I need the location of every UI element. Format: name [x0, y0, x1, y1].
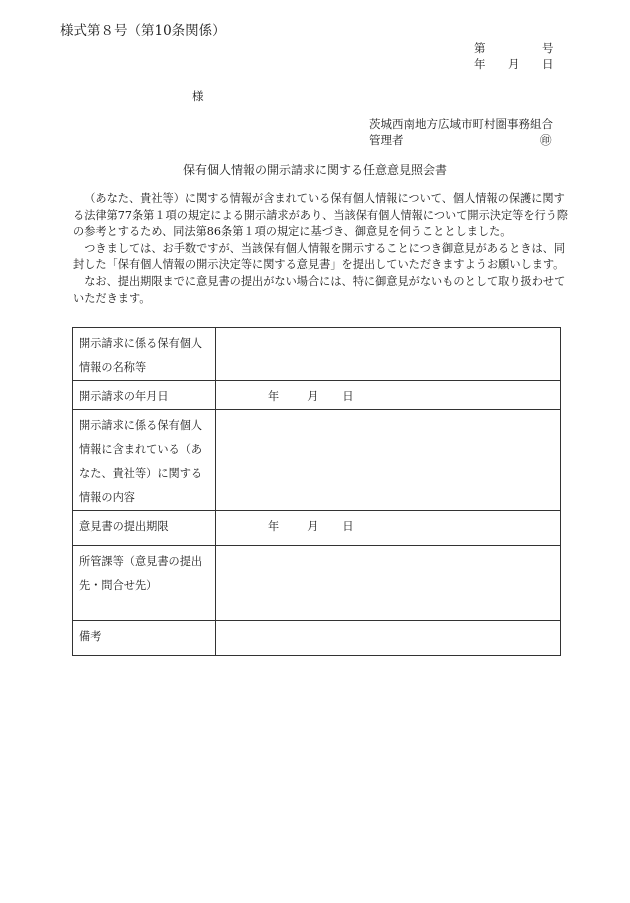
body-paragraph: つきましては、お手数ですが、当該保有個人情報を開示することにつき御意見があるときは、同封した「保有個人情報の開示決定等に関する意見書」を提出していただきますようお願いします。	[73, 241, 566, 272]
table-row	[73, 511, 561, 546]
deadline-year: 年	[268, 520, 280, 533]
table-row	[73, 328, 561, 381]
body-paragraph: なお、提出期限までに意見書の提出がない場合には、特に御意見がないものとして取り扱わせていただきます。	[73, 274, 566, 305]
deadline-month: 月	[307, 520, 319, 533]
row-value[interactable]	[216, 546, 561, 621]
row-value[interactable]	[216, 328, 561, 381]
request-date-year: 年	[268, 390, 280, 403]
row-label: 所管課等（意見書の提出先・問合せ先）	[73, 546, 216, 621]
table-row	[73, 381, 561, 410]
issue-date-month: 月	[508, 57, 520, 71]
row-label: 開示請求に係る保有個人情報に含まれている（あなた、貴社等）に関する情報の内容	[73, 410, 216, 511]
manager-title: 管理者	[369, 133, 404, 147]
number-suffix: 号	[542, 41, 554, 55]
document-body	[73, 191, 573, 307]
request-date-month: 月	[307, 390, 319, 403]
row-label: 開示請求に係る保有個人情報の名称等	[73, 328, 216, 381]
form-id: 様式第８号（第10条関係）	[60, 23, 226, 39]
body-paragraph: （あなた、貴社等）に関する情報が含まれている保有個人情報について、個人情報の保護に関する法律第77条第１項の規定による開示請求があり、当該保有個人情報について開示決定等を行う際の参考とするため、同法第86条第１項の規定に基づき、御意見を伺うこととしました。	[73, 192, 569, 239]
row-label: 開示請求の年月日	[73, 381, 216, 410]
row-value[interactable]	[216, 621, 561, 656]
seal-mark: ㊞	[540, 133, 552, 147]
information-table	[72, 327, 561, 656]
request-date-value[interactable]	[216, 381, 561, 410]
addressee-honorific: 様	[192, 89, 204, 103]
table-row	[73, 410, 561, 511]
row-value[interactable]	[216, 410, 561, 511]
table-row	[73, 621, 561, 656]
row-label: 備考	[73, 621, 216, 656]
deadline-date-value[interactable]	[216, 511, 561, 546]
issue-date-year: 年	[474, 57, 486, 71]
request-date-day: 日	[342, 390, 354, 403]
organization-name: 茨城西南地方広域市町村圏事務組合	[369, 117, 553, 131]
row-label: 意見書の提出期限	[73, 511, 216, 546]
deadline-day: 日	[342, 520, 354, 533]
issue-date-day: 日	[542, 57, 554, 71]
table-row	[73, 546, 561, 621]
number-prefix: 第	[474, 41, 486, 55]
document-title: 保有個人情報の開示請求に関する任意意見照会書	[182, 163, 447, 177]
